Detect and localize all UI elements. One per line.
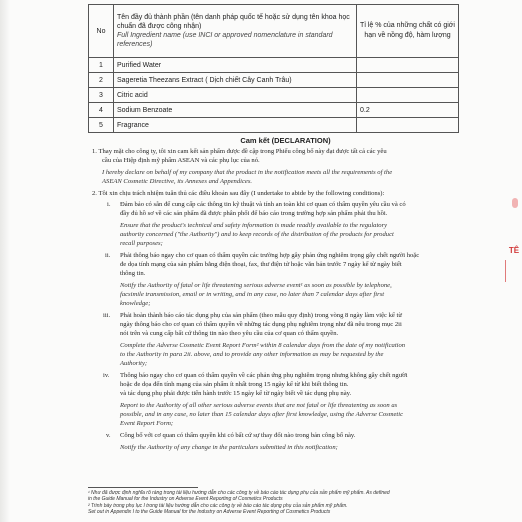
item-i-vn-line1: Đảm bảo có sẵn để cung cấp các thông tin kỹ thuật và tính an toàn khi cơ quan có thẩm quyền yêu cầu và có bbox=[120, 201, 406, 208]
footnote-divider bbox=[88, 487, 198, 488]
item-i-en-line3: recall purposes; bbox=[120, 240, 163, 247]
row-percentage bbox=[357, 118, 459, 133]
row-percentage bbox=[357, 88, 459, 103]
table-row bbox=[89, 103, 459, 118]
row-ingredient: Fragrance bbox=[114, 118, 357, 133]
row-ingredient: Purified Water bbox=[114, 58, 357, 73]
item-iv-number: iv. bbox=[103, 372, 110, 379]
declaration-p1-vn-line2: cầu của Hiệp định mỹ phẩm ASEAN và các phụ lục của nó. bbox=[102, 157, 260, 164]
item-ii-vn-line2: đe dọa tính mạng của sản phẩm bằng điện thoại, fax, thư điện tử hoặc văn bản trước 7 ngày kể từ ngày biết bbox=[120, 261, 402, 268]
header-percentage: Tỉ lệ % của những chất có giới hạn về nồng độ, hàm lượng bbox=[357, 5, 459, 58]
row-ingredient: Citric acid bbox=[114, 88, 357, 103]
footnote-1-line2: in the Guide Manual for the Industry on Adverse Event Reporting of Cosmetics Products bbox=[88, 496, 283, 502]
ingredients-table bbox=[88, 4, 459, 133]
item-iii-en-line1: Complete the Adverse Cosmetic Event Report Form² within 8 calendar days from the date of my notification bbox=[120, 342, 406, 349]
item-ii-vn-line3: thông tin. bbox=[120, 270, 146, 277]
table-row bbox=[89, 58, 459, 73]
row-percentage: 0.2 bbox=[357, 103, 459, 118]
row-no: 2 bbox=[89, 73, 114, 88]
item-iii-number: iii. bbox=[103, 312, 111, 319]
item-iv-en-line3: Event Report Form; bbox=[120, 420, 174, 427]
item-iii-vn-line3: nói trên và cung cấp bất cứ thông tin nào theo yêu cầu của cơ quan có thẩm quyền. bbox=[120, 330, 339, 337]
item-i-vn-line2: đầy đủ hồ sơ về các sản phẩm đã được phân phối để báo cáo trong trường hợp sản phẩm phải thu hồi. bbox=[120, 210, 388, 217]
item-iii-en-line2: to the Authority in para 2ii. above, and to provide any other information as may be requested by the bbox=[120, 351, 384, 358]
declaration-title: Cam kết (DECLARATION) bbox=[240, 136, 331, 145]
item-iii-vn-line1: Phải hoàn thành báo cáo tác dụng phụ của sản phẩm (theo mẫu quy định) trong vòng 8 ngày làm việc kể từ bbox=[120, 312, 402, 319]
row-no: 5 bbox=[89, 118, 114, 133]
table-row bbox=[89, 118, 459, 133]
item-ii-vn-line1: Phải thông báo ngay cho cơ quan có thẩm quyền các trường hợp gây phản ứng nghiêm trọng gây chết người hoặc bbox=[120, 252, 420, 259]
item-i-en-line2: authority concerned ("the Authority") and to keep records of the distribution of the products for product bbox=[120, 231, 394, 238]
declaration-p1-en-line1: I hereby declare on behalf of my company that the product in the notification meets all the requirements of the bbox=[102, 169, 393, 176]
row-no: 3 bbox=[89, 88, 114, 103]
header-name-en: Full Ingredient name (use INCI or approved nomenclature in standard references) bbox=[117, 32, 333, 48]
table-row bbox=[89, 88, 459, 103]
footnote-2-line2: Set out in Appendix I to the Guide Manual for the Industry on Adverse Event Reporting of Cosmetics Products bbox=[88, 509, 331, 515]
item-iv-en-line2: possible, and in any case, no later than 15 calendar days after first knowledge, using the Adverse Cosmetic bbox=[120, 411, 404, 418]
header-name-vn: Tên đầy đủ thành phần (tên danh pháp quốc tế hoặc sử dụng tên khoa học chuẩn đã được công nhận) bbox=[117, 14, 350, 30]
item-v-number: v. bbox=[106, 432, 111, 439]
item-iv-vn-line2: hoặc đe dọa đến tính mạng của sản phẩm ít nhất trong 15 ngày kể từ khi biết thông tin. bbox=[120, 381, 349, 388]
item-iii-vn-line2: ngày thông báo cho cơ quan có thẩm quyền về những tác dụng phụ nghiêm trọng như đã nêu trong mục 2ii bbox=[120, 321, 402, 328]
row-percentage bbox=[357, 58, 459, 73]
item-iv-en-line1: Report to the Authority of all other serious adverse events that are not fatal or life threatening as soon as bbox=[120, 402, 398, 409]
declaration-p1-en-line2: ASEAN Cosmetic Directive, its Annexes and Appendices. bbox=[102, 178, 253, 185]
stamp-fragment-edge bbox=[505, 260, 522, 282]
stamp-fragment-mark bbox=[512, 198, 518, 208]
row-percentage bbox=[357, 73, 459, 88]
item-ii-en-line2: facsimile transmission, email or in writing, and in any case, no later than 7 calendar days after first bbox=[120, 291, 385, 298]
footnote-1-line1: ¹ Như đã được định nghĩa rõ ràng trong tài liệu hướng dẫn cho các công ty về báo cáo tác dụng phụ của sản phẩm mỹ phẩm. As defined bbox=[88, 490, 390, 496]
item-ii-en-line1: Notify the Authority of fatal or life threatening serious adverse event¹ as soon as possible by telephone, bbox=[120, 282, 392, 289]
scan-shadow-edge bbox=[0, 0, 10, 522]
row-no: 1 bbox=[89, 58, 114, 73]
item-ii-number: ii. bbox=[105, 252, 111, 259]
item-v-vn: Công bố với cơ quan có thẩm quyền khi có bất cứ sự thay đổi nào trong bản công bố này. bbox=[120, 432, 356, 439]
stamp-fragment: TÊ bbox=[508, 246, 520, 255]
header-ingredient-name bbox=[114, 5, 357, 58]
declaration-p2-vn: 2. Tôi xin chịu trách nhiệm tuân thủ các điều khoản sau đây (I undertake to abide by the following conditions): bbox=[92, 190, 385, 197]
row-ingredient: Sodium Benzoate bbox=[114, 103, 357, 118]
item-i-number: i. bbox=[107, 201, 111, 208]
declaration-p1-vn-line1: 1. Thay mặt cho công ty, tôi xin cam kết sản phẩm được đề cập trong Phiếu công bố này đạt được tất cả các yêu bbox=[92, 148, 387, 155]
row-no: 4 bbox=[89, 103, 114, 118]
item-iii-en-line3: Authority; bbox=[120, 360, 148, 367]
table-header-row bbox=[89, 5, 459, 58]
item-iv-vn-line1: Thông báo ngay cho cơ quan có thẩm quyền về các phản ứng phụ nghiêm trọng nhưng không gây chết người bbox=[120, 372, 408, 379]
item-iv-vn-line3: và tác dụng phụ phải được tiến hành trước 15 ngày kể từ ngày biết về tác dụng phụ này. bbox=[120, 390, 352, 397]
table-row bbox=[89, 73, 459, 88]
item-i-en-line1: Ensure that the product's technical and safety information is made readily available to the regulatory bbox=[120, 222, 388, 229]
header-no: No bbox=[89, 5, 114, 58]
footnote-2-line1: ² Trình bày trong phụ lục I trong tài liệu hướng dẫn cho các công ty về báo cáo tác dụng phụ của sản phẩm mỹ phẩm. bbox=[88, 503, 348, 509]
item-v-en: Notify the Authority of any change in the particulars submitted in this notification; bbox=[120, 444, 338, 451]
item-ii-en-line3: knowledge; bbox=[120, 300, 151, 307]
row-ingredient: Sageretia Theezans Extract ( Dịch chiết Cây Canh Trâu) bbox=[114, 73, 357, 88]
